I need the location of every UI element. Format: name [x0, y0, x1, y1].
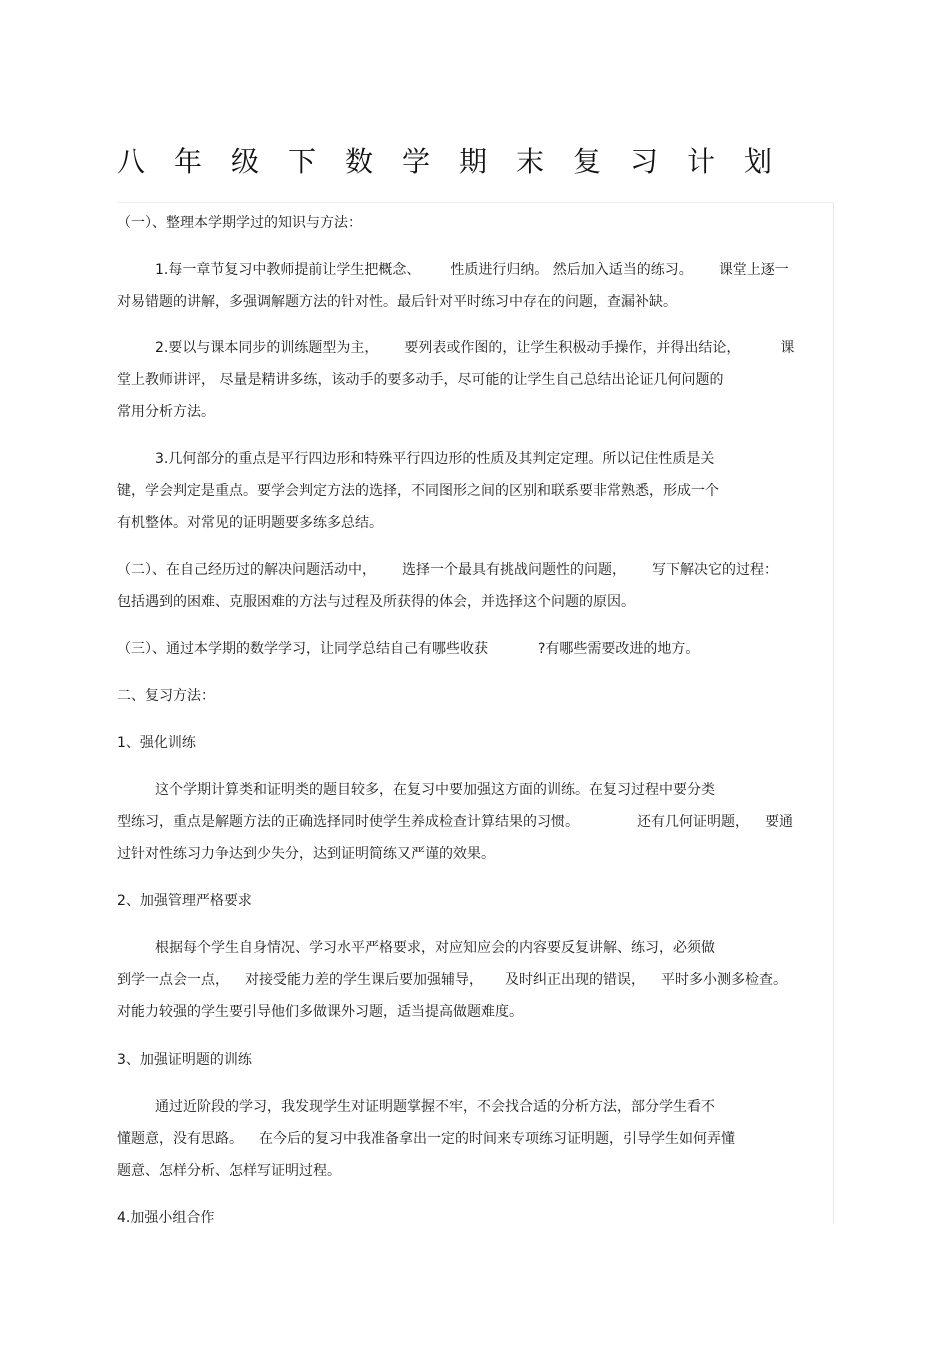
method-2-line-2	[117, 964, 833, 996]
method-3-line-2	[117, 1123, 833, 1155]
paragraph-3	[117, 443, 833, 539]
s2-l1a: （二）、在自己经历过的解决问题活动中，	[117, 562, 376, 578]
method-2-line-1: 根据每个学生自身情况、学习水平严格要求，对应知应会的内容要反复讲解、练习，必须做	[155, 940, 715, 956]
m1-l2b: 还有几何证明题，	[637, 814, 749, 830]
paragraph-2-line-2: 堂上教师讲评， 尽量是精讲多练，该动手的要多动手，尽可能的让学生自己总结出论证几何问题的	[117, 372, 724, 388]
method-1-body	[117, 774, 833, 870]
s2-l1c: 写下解决它的过程：	[652, 562, 778, 578]
method-4-heading-text: 4.加强小组合作	[117, 1210, 215, 1226]
m2-l2c: 及时纠正出现的错误，	[505, 972, 645, 988]
method-3-heading	[117, 1044, 833, 1076]
section-2-line-1	[117, 554, 833, 586]
p1-l1b: 性质进行归纳。 然后加入适当的练习。	[450, 262, 693, 278]
paragraph-2-line-3: 常用分析方法。	[117, 404, 215, 420]
paragraph-2	[117, 332, 833, 428]
paragraph-1-line-1	[117, 254, 833, 286]
method-3-line-1: 通过近阶段的学习，我发现学生对证明题掌握不牢，不会找合适的分析方法，部分学生看不	[155, 1099, 715, 1115]
method-2-line-3: 对能力较强的学生要引导他们多做课外习题，适当提高做题难度。	[117, 1004, 523, 1020]
p2-l1a: 2.要以与课本同步的训练题型为主，	[155, 340, 379, 356]
m1-l2c: 要通	[765, 814, 793, 830]
p2-l1c: 课	[780, 340, 795, 356]
method-3-heading-text: 3、加强证明题的训练	[117, 1052, 252, 1068]
paragraph-3-line-1: 3.几何部分的重点是平行四边形和特殊平行四边形的性质及其判定定理。所以记住性质是关	[155, 451, 715, 467]
method-3-body	[117, 1091, 833, 1187]
s2-l1b: 选择一个最具有挑战问题性的问题，	[402, 562, 626, 578]
paragraph-1-line-2: 对易错题的讲解，多强调解题方法的针对性。最后针对平时练习中存在的问题，查漏补缺。	[117, 294, 677, 310]
m1-l2a: 型练习，重点是解题方法的正确选择同时使学生养成检查计算结果的习惯。	[117, 814, 579, 830]
document-title: 八年级下数学期末复习计划	[117, 145, 802, 178]
p1-l1a: 1.每一章节复习中教师提前让学生把概念、	[155, 262, 421, 278]
method-1-heading-text: 1、强化训练	[117, 735, 196, 751]
section-3-line-1	[117, 633, 833, 665]
p2-l1b: 要列表或作图的，让学生积极动手操作，并得出结论，	[404, 340, 741, 356]
m3-l2a: 懂题意，没有思路。	[117, 1131, 243, 1147]
section-1-heading-text: （一）、整理本学期学过的知识与方法：	[117, 215, 362, 231]
method-3-line-3: 题意、怎样分析、怎样写证明过程。	[117, 1163, 341, 1179]
method-1-line-1: 这个学期计算类和证明类的题目较多，在复习中要加强这方面的训练。在复习过程中要分类	[155, 782, 715, 798]
method-1-line-3: 过针对性练习力争达到少失分，达到证明简练又严谨的效果。	[117, 846, 495, 862]
section-2-line-2: 包括遇到的困难、克服困难的方法与过程及所获得的体会，并选择这个问题的原因。	[117, 594, 635, 610]
top-divider	[117, 202, 834, 203]
m2-l2a: 到学一点会一点，	[117, 972, 229, 988]
paragraph-1	[117, 254, 833, 318]
method-4-heading	[117, 1202, 833, 1234]
section-3	[117, 633, 833, 665]
review-methods-heading	[117, 680, 833, 712]
review-methods-heading-text: 二、复习方法：	[117, 688, 215, 704]
m2-l2d: 平时多小测多检查。	[661, 972, 787, 988]
method-1-line-2	[117, 806, 833, 838]
s3-l1b: ?有哪些需要改进的地方。	[538, 641, 700, 657]
method-2-heading	[117, 885, 833, 917]
right-margin-line	[833, 202, 834, 1224]
method-2-body	[117, 932, 833, 1028]
section-2	[117, 554, 833, 618]
method-2-heading-text: 2、加强管理严格要求	[117, 893, 252, 909]
paragraph-3-line-2: 键，学会判定是重点。要学会判定方法的选择，不同图形之间的区别和联系要非常熟悉，形成一个	[117, 483, 719, 499]
paragraph-2-line-1	[117, 332, 833, 364]
paragraph-3-line-3: 有机整体。对常见的证明题要多练多总结。	[117, 515, 383, 531]
p1-l1c: 课堂上逐一	[718, 262, 789, 278]
m2-l2b: 对接受能力差的学生课后要加强辅导，	[245, 972, 483, 988]
section-1-heading	[117, 207, 833, 239]
m3-l2b: 在今后的复习中我准备拿出一定的时间来专项练习证明题，引导学生如何弄懂	[259, 1131, 735, 1147]
method-1-heading	[117, 727, 833, 759]
s3-l1a: （三）、通过本学期的数学学习，让同学总结自己有哪些收获	[117, 641, 488, 657]
